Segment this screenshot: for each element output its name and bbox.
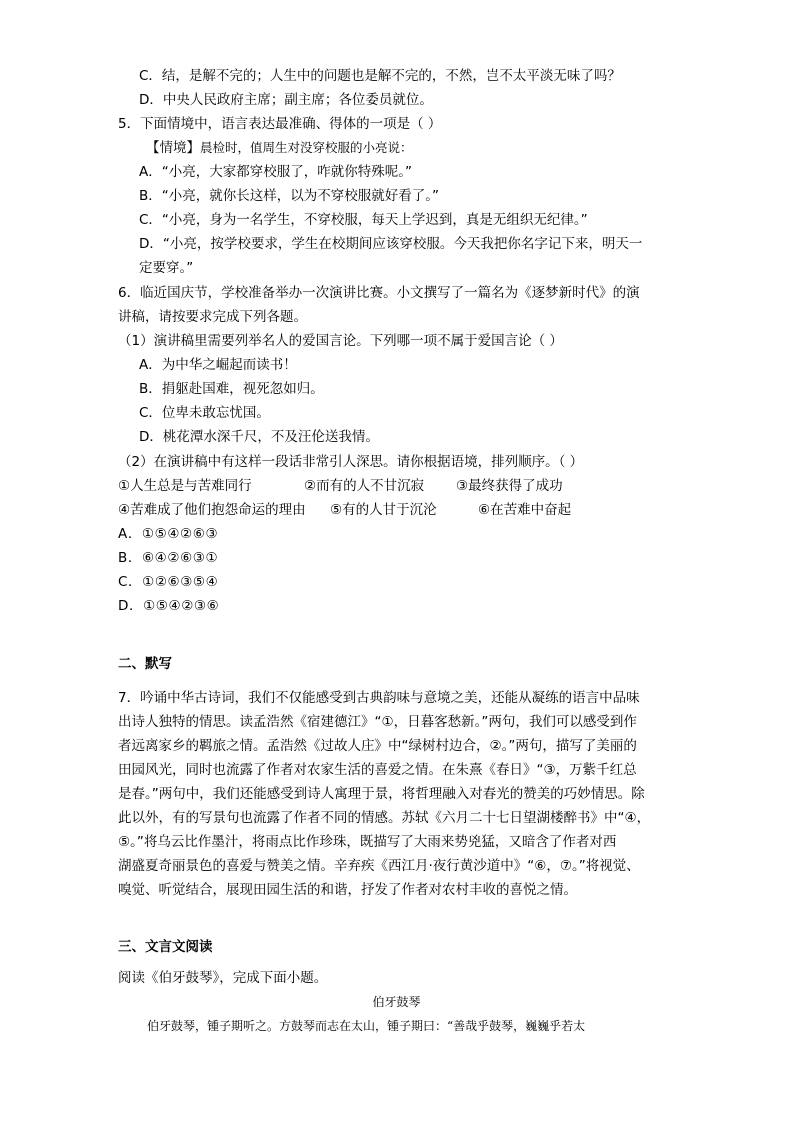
q4-option-d: D．中央人民政府主席；副主席；各位委员就位。 xyxy=(139,92,433,108)
q7-line: 湖盛夏奇丽景色的喜爱与赞美之情。辛弃疾《西江月·夜行黄沙道中》“⑥，⑦。”将视觉、 xyxy=(118,858,640,874)
q6-2-stem: （2）在演讲稿中有这样一段话非常引人深思。请你根据语境，排列顺序。（ ） xyxy=(118,454,584,470)
q5-context xyxy=(146,138,413,158)
q5-option-b: B．“小亮，就你长这样，以为不穿校服就好看了。” xyxy=(139,188,439,204)
q6-stem-line1: 6．临近国庆节，学校准备举办一次演讲比赛。小文撰写了一篇名为《逐梦新时代》的演 xyxy=(118,285,640,301)
q7-line: 是春。”两句中，我们还能感受到诗人寓理于景，将哲理融入对春光的赞美的巧妙情思。除 xyxy=(118,786,645,802)
q6-1-option-b: B．捐躯赴国难，视死忽如归。 xyxy=(139,381,324,397)
q6-1-option-d: D．桃花潭水深千尺，不及汪伦送我情。 xyxy=(139,429,379,445)
q6-2-item: ③最终获得了成功 xyxy=(456,478,563,494)
q6-2-option-d: D．①⑤④②③⑥ xyxy=(118,598,220,614)
passage-line: 伯牙鼓琴，锺子期听之。方鼓琴而志在太山，锺子期曰：“善哉乎鼓琴，巍巍乎若太 xyxy=(147,1019,586,1033)
q6-1-option-c: C．位卑未敢忘忧国。 xyxy=(139,405,270,421)
q5-stem: 5．下面情境中，语言表达最准确、得体的一项是（ ） xyxy=(118,116,442,132)
q6-2-item: ②而有的人不甘沉寂 xyxy=(304,478,425,494)
q6-2-items-row2 xyxy=(118,500,588,520)
section3-intro: 阅读《伯牙鼓琴》，完成下面小题。 xyxy=(118,970,328,986)
section3-heading: 三、文言文阅读 xyxy=(118,939,213,955)
q7-line: 田园风光，同时也流露了作者对农家生活的喜爱之情。在朱熹《春日》“③，万紫千红总 xyxy=(118,762,637,778)
q7-line: ⑤。”将乌云比作墨汁，将雨点比作珍珠，既描写了大雨来势兇猛，又暗含了作者对西 xyxy=(118,834,617,850)
q6-2-item: ④苦难成了他们抱怨命运的理由 xyxy=(118,502,306,518)
q5-option-c: C．“小亮，身为一名学生，不穿校服，每天上学迟到，真是无组织无纪律。” xyxy=(139,212,588,228)
q6-2-item: ⑤有的人甘于沉沦 xyxy=(330,502,437,518)
q6-stem-line2: 讲稿，请按要求完成下列各题。 xyxy=(118,309,307,325)
q7-line: 嗅觉、听觉结合，展现田园生活的和谐，抒发了作者对农村丰收的喜悦之情。 xyxy=(118,882,577,898)
q6-2-item: ⑥在苦难中奋起 xyxy=(478,502,572,518)
q6-2-option-c: C．①②⑥③⑤④ xyxy=(118,574,219,590)
q7-line: 此以外，有的写景句也流露了作者不同的情感。苏轼《六月二十七日望湖楼醉书》中“④， xyxy=(118,810,651,826)
q6-1-option-a: A．为中华之崛起而读书！ xyxy=(139,357,297,373)
q6-2-option-a: A．①⑤④②⑥③ xyxy=(118,526,219,542)
q6-2-option-b: B．⑥④②⑥③① xyxy=(118,550,219,566)
q7-line: 7．吟诵中华古诗词，我们不仅能感受到古典韵味与意境之美，还能从凝练的语言中品味 xyxy=(118,690,640,706)
q5-context-text: 晨检时，值周生对没穿校服的小亮说： xyxy=(200,140,413,155)
q7-line: 出诗人独特的情思。读孟浩然《宿建德江》“①，日暮客愁新。”两句，我们可以感受到作 xyxy=(118,714,637,730)
q5-option-a: A．“小亮，大家都穿校服了，咋就你特殊呢。” xyxy=(139,164,412,180)
q4-option-c: C．结，是解不完的；人生中的问题也是解不完的，不然，岂不太平淡无味了吗？ xyxy=(139,68,621,84)
q6-1-stem: （1）演讲稿里需要列举名人的爱国言论。下列哪一项不属于爱国言论（ ） xyxy=(118,333,563,349)
section2-heading: 二、默写 xyxy=(118,656,172,672)
passage-title: 伯牙鼓琴 xyxy=(372,995,421,1009)
q5-option-d-line1: D．“小亮，按学校要求，学生在校期间应该穿校服。今天我把你名字记下来，明天一 xyxy=(139,236,643,252)
q7-line: 者远离家乡的羁旅之情。孟浩然《过故人庄》中“绿树村边合，②。”两句，描写了美丽的 xyxy=(118,738,637,754)
q5-option-d-line2: 定要穿。” xyxy=(139,260,194,276)
q5-context-label: 【情境】 xyxy=(146,140,200,156)
q6-2-item: ①人生总是与苦难同行 xyxy=(118,478,252,494)
q6-2-items-row1 xyxy=(118,476,588,496)
